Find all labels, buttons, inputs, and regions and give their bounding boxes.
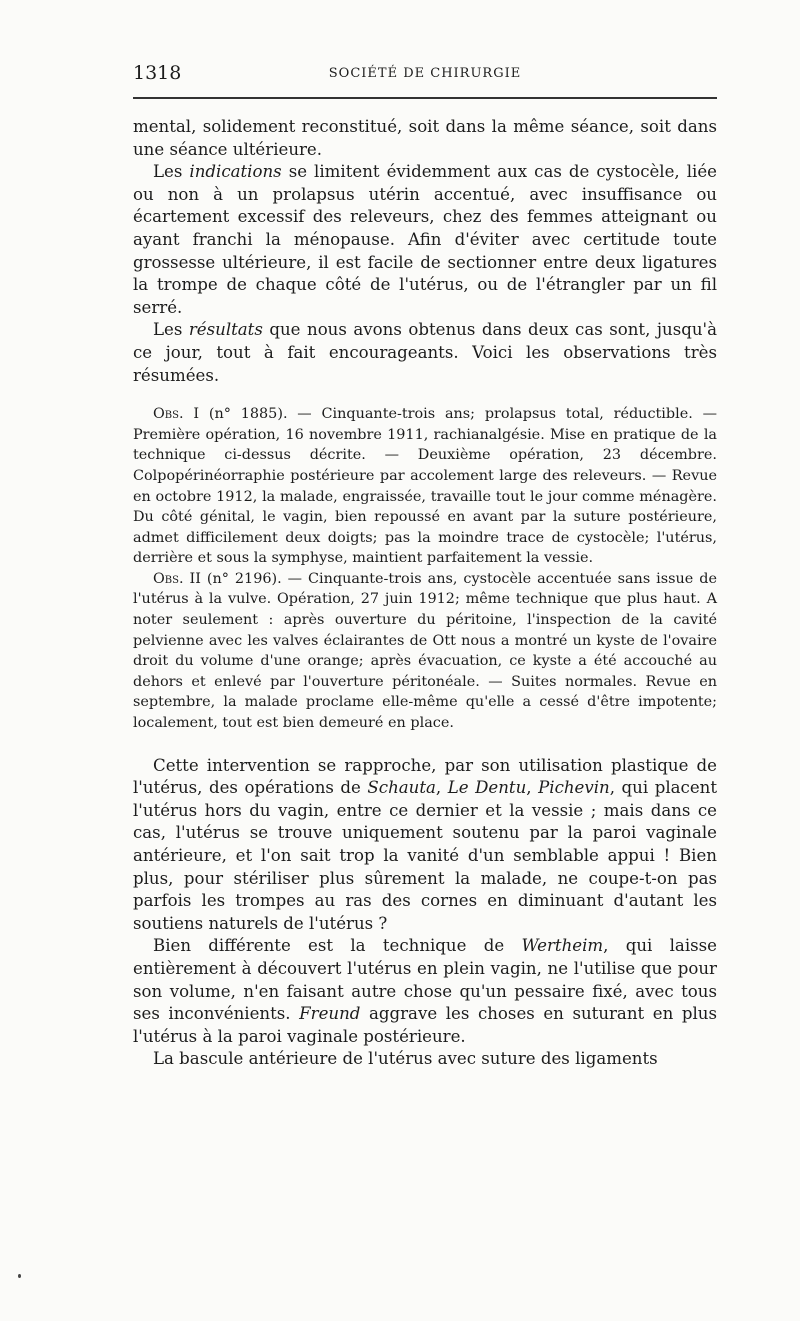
author-name: Pichevin xyxy=(538,778,610,798)
observations-section xyxy=(133,404,717,734)
paragraph-comparison: Cette intervention se rapproche, par son utilisation plastique de l'utérus, des opérations de Schauta, Le Dentu, Pichevin, qui placent l'utérus hors du vagin, entre ce dernier et la vessie ; mais dans ce cas, l'utérus se trouve uniquement soutenu par la paroi vaginale antérieure, et l'on sait trop la vanité d'un semblable appui ! Bien plus, pour stériliser plus sûrement la malade, ne coupe-t-on pas parfois les trompes au ras des cornes en diminuant d'autant les soutiens naturels de l'utérus ? xyxy=(133,755,717,933)
print-speck xyxy=(18,1274,21,1278)
discussion-section xyxy=(133,755,717,1071)
author-name: Wertheim xyxy=(521,936,604,956)
author-name: Freund xyxy=(299,1004,361,1024)
observation-label: Obs. II xyxy=(153,570,201,587)
intro-section xyxy=(133,116,717,387)
paragraph-continuation: mental, solidement reconstitué, soit dans la même séance, soit dans une séance ultérieure. xyxy=(133,117,717,159)
running-head: SOCIÉTÉ DE CHIRURGIE xyxy=(328,66,522,81)
observation-label: Obs. I xyxy=(153,406,200,423)
observation-1: Obs. I (n° 1885). — Cinquante-trois ans; prolapsus total, réductible. — Première opération, 16 novembre 1911, rachianalgésie. Mise en pratique de la technique ci-dessus décrite. — Deuxième opération, 23 décembre. Colpopérinéorraphie postérieure par accolement large des releveurs. — Revue en octobre 1912, la malade, engraissée, travaille tout le jour comme ménagère. Du côté génital, le vagin, bien repoussé en avant par la suture postérieure, admet difficilement deux doigts; pas la moindre trace de cystocèle; l'utérus, derrière et sous la symphyse, maintient parfaitement la vessie. xyxy=(133,406,717,567)
author-name: Le Dentu xyxy=(447,778,527,798)
page-number: 1318 xyxy=(133,62,182,84)
paragraph-results: Les résultats que nous avons obtenus dans deux cas sont, jusqu'à ce jour, tout à fait encourageants. Voici les observations très résumées. xyxy=(133,320,717,385)
italic-term: résultats xyxy=(188,320,263,340)
paragraph-wertheim: Bien différente est la technique de Wertheim, qui laisse entièrement à découvert l'utérus en plein vagin, ne l'utilise que pour son volume, n'en faisant autre chose qu'un pessaire fixé, avec tous ses inconvénients. Freund aggrave les choses en suturant en plus l'utérus à la paroi vaginale postérieure. xyxy=(133,936,717,1046)
page xyxy=(133,58,718,1069)
author-name: Schauta xyxy=(367,778,436,798)
paragraph-indications: Les indications se limitent évidemment aux cas de cystocèle, liée ou non à un prolapsus utérin accentué, avec insuffisance ou écartement excessif des releveurs, chez des femmes atteignant ou ayant franchi la ménopause. Afin d'éviter avec certitude toute grossesse ultérieure, il est facile de sectionner entre deux ligatures la trompe de chaque côté de l'utérus, ou de l'étrangler par un fil serré. xyxy=(133,162,717,317)
paragraph-bascule: La bascule antérieure de l'utérus avec suture des ligaments xyxy=(153,1049,658,1069)
page-header xyxy=(133,58,717,86)
italic-term: indications xyxy=(189,162,282,182)
header-rule xyxy=(133,97,717,99)
observation-2: Obs. II (n° 2196). — Cinquante-trois ans, cystocèle accentuée sans issue de l'utérus à la vulve. Opération, 27 juin 1912; même technique que plus haut. A noter seulement : après ouverture du péritoine, l'inspection de la cavité pelvienne avec les valves éclairantes de Ott nous a montré un kyste de l'ovaire droit du volume d'une orange; après évacuation, ce kyste a été accouché au dehors et enlevé par l'ouverture péritonéale. — Suites normales. Revue en septembre, la malade proclame elle-même qu'elle a cessé d'être impotente; localement, tout est bien demeuré en place. xyxy=(133,570,718,732)
article-body xyxy=(133,116,717,1071)
